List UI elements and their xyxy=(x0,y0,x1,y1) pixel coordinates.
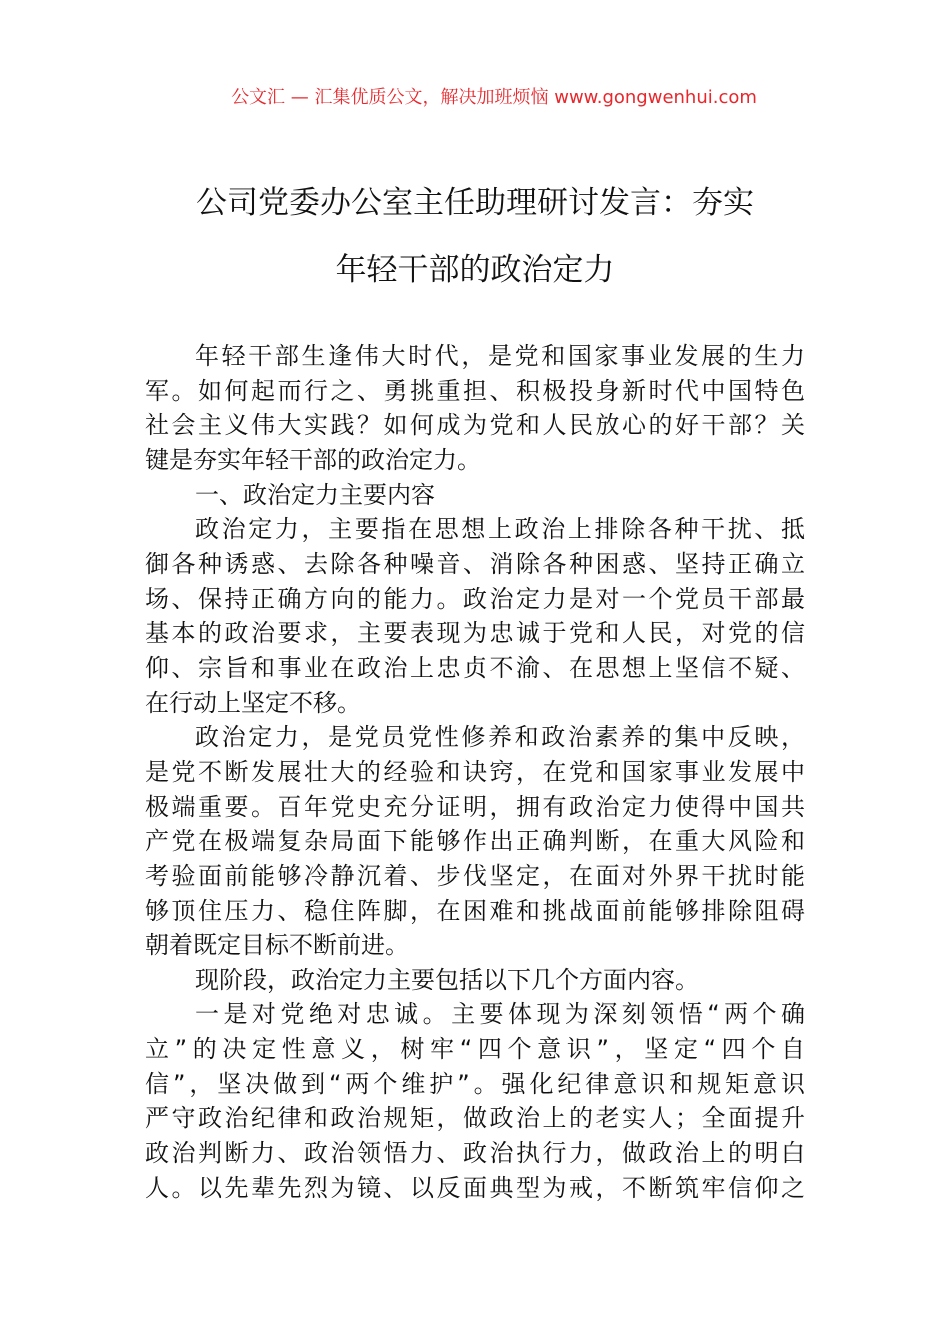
text-line: 御各种诱惑、去除各种噪音、消除各种困惑、坚持正确立 xyxy=(145,549,805,578)
document-body xyxy=(145,339,805,1205)
text-line: 一是对党绝对忠诚。主要体现为深刻领悟“两个确 xyxy=(195,1000,805,1029)
paragraph xyxy=(145,997,805,1205)
text-line: 人。以先辈先烈为镜、以反面典型为戒，不断筑牢信仰之 xyxy=(145,1173,805,1202)
text-line: 信”，坚决做到“两个维护”。强化纪律意识和规矩意识 xyxy=(145,1069,805,1098)
document-title-line-2: 年轻干部的政治定力 xyxy=(335,252,615,288)
paragraph xyxy=(145,512,805,720)
text-line: 够顶住压力、稳住阵脚，在困难和挑战面前能够排除阻碍 xyxy=(145,896,805,925)
text-line: 场、保持正确方向的能力。政治定力是对一个党员干部最 xyxy=(145,584,805,613)
text-line: 基本的政治要求，主要表现为忠诚于党和人民，对党的信 xyxy=(145,619,805,648)
text-line: 键是夯实年轻干部的政治定力。 xyxy=(145,445,481,474)
text-line: 产党在极端复杂局面下能够作出正确判断，在重大风险和 xyxy=(145,827,805,856)
watermark-header: 公文汇 — 汇集优质公文，解决加班烦恼 www.gongwenhui.com xyxy=(231,87,757,108)
text-line: 现阶段，政治定力主要包括以下几个方面内容。 xyxy=(195,965,699,994)
text-line: 政治判断力、政治领悟力、政治执行力，做政治上的明白 xyxy=(145,1139,805,1168)
text-line: 仰、宗旨和事业在政治上忠贞不渝、在思想上坚信不疑、 xyxy=(145,653,805,682)
section-heading xyxy=(145,478,805,513)
text-line: 考验面前能够冷静沉着、步伐坚定，在面对外界干扰时能 xyxy=(145,861,805,890)
text-line: 政治定力，是党员党性修养和政治素养的集中反映， xyxy=(195,723,805,752)
text-line: 严守政治纪律和政治规矩，做政治上的老实人；全面提升 xyxy=(145,1104,805,1133)
paragraph xyxy=(145,339,805,478)
paragraph xyxy=(145,963,805,998)
text-line: 社会主义伟大实践？如何成为党和人民放心的好干部？关 xyxy=(145,411,805,440)
text-line: 军。如何起而行之、勇挑重担、积极投身新时代中国特色 xyxy=(145,376,805,405)
text-line: 政治定力，主要指在思想上政治上排除各种干扰、抵 xyxy=(195,515,805,544)
document-title-line-1: 公司党委办公室主任助理研讨发言：夯实 xyxy=(196,185,754,221)
text-line: 一、政治定力主要内容 xyxy=(195,480,435,509)
text-line: 在行动上坚定不移。 xyxy=(145,688,361,717)
paragraph xyxy=(145,720,805,963)
text-line: 是党不断发展壮大的经验和诀窍，在党和国家事业发展中 xyxy=(145,757,805,786)
text-line: 年轻干部生逢伟大时代，是党和国家事业发展的生力 xyxy=(195,342,805,370)
text-line: 极端重要。百年党史充分证明，拥有政治定力使得中国共 xyxy=(145,792,805,821)
text-line: 立”的决定性意义，树牢“四个意识”，坚定“四个自 xyxy=(145,1035,805,1064)
text-line: 朝着既定目标不断前进。 xyxy=(145,931,409,960)
